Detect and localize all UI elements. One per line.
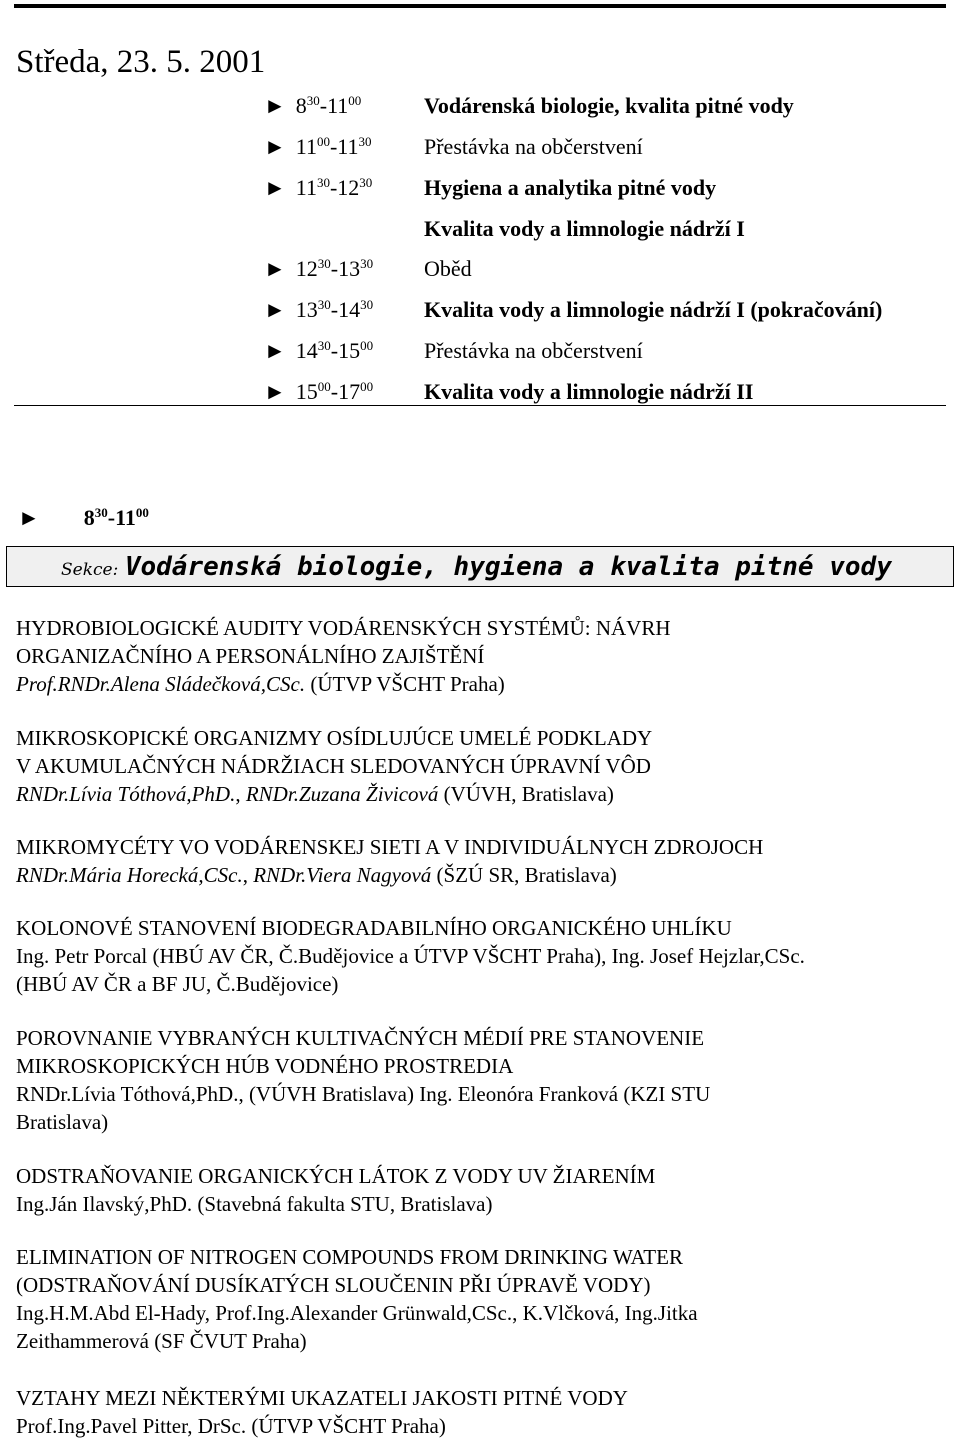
talk-item bbox=[16, 724, 946, 808]
talk-authors: Prof.RNDr.Alena Sládečková,CSc. (ÚTVP VŠCHT Praha) bbox=[16, 672, 505, 696]
schedule-title: Kvalita vody a limnologie nádrží II bbox=[424, 379, 754, 404]
talk-title: MIKROMYCÉTY VO VODÁRENSKEJ SIETI A V INDIVIDUÁLNYCH ZDROJOCH bbox=[16, 835, 764, 859]
talk-title: ODSTRAŇOVANIE ORGANICKÝCH LÁTOK Z VODY UV ŽIARENÍM bbox=[16, 1164, 656, 1188]
page-date: Středa, 23. 5. 2001 bbox=[16, 44, 266, 80]
talk-item bbox=[16, 1024, 946, 1136]
schedule-title: Přestávka na občerstvení bbox=[424, 134, 643, 159]
talk-item bbox=[16, 614, 946, 698]
schedule-row bbox=[0, 249, 960, 289]
talk-authors: RNDr.Mária Horecká,CSc., RNDr.Viera Nagyová (ŠZÚ SR, Bratislava) bbox=[16, 863, 617, 887]
talk-authors: Ing.H.M.Abd El-Hady, Prof.Ing.Alexander Grünwald,CSc., K.Vlčková, Ing.Jitka Zeithammerová (SF ČVUT Praha) bbox=[16, 1301, 698, 1353]
talk-title: VZTAHY MEZI NĚKTERÝMI UKAZATELI JAKOSTI PITNÉ VODY bbox=[16, 1386, 628, 1410]
section-time: ► $8^{30}-11^{00}$ bbox=[18, 498, 149, 538]
divider bbox=[14, 405, 946, 406]
time-range: ► $8^{30}-11^{00}$ bbox=[264, 86, 361, 126]
time-range: ► $13^{30}-14^{30}$ bbox=[264, 290, 373, 330]
play-triangle-icon: ► bbox=[264, 256, 286, 281]
talk-item bbox=[16, 1243, 946, 1355]
time-range: ► $11^{00}-11^{30}$ bbox=[264, 127, 371, 167]
schedule-title: Přestávka na občerstvení bbox=[424, 338, 643, 363]
schedule-row bbox=[0, 372, 960, 412]
play-triangle-icon: ► bbox=[264, 175, 286, 200]
section-header bbox=[6, 546, 954, 587]
talk-authors: Ing. Petr Porcal (HBÚ AV ČR, Č.Budějovice a ÚTVP VŠCHT Praha), Ing. Josef Hejzlar,CSc. (HBÚ AV ČR a BF JU, Č.Budějovice) bbox=[16, 944, 805, 996]
talk-title: ELIMINATION OF NITROGEN COMPOUNDS FROM DRINKING WATER (ODSTRAŇOVÁNÍ DUSÍKATÝCH SLOUČENIN PŘI ÚPRAVĚ VODY) bbox=[16, 1245, 683, 1297]
schedule-row-continued bbox=[0, 209, 960, 249]
talk-authors: Prof.Ing.Pavel Pitter, DrSc. (ÚTVP VŠCHT Praha) bbox=[16, 1414, 446, 1438]
schedule-row bbox=[0, 127, 960, 167]
talk-item bbox=[16, 833, 946, 889]
time-range: ► $11^{30}-12^{30}$ bbox=[264, 168, 372, 208]
time-range: ► $12^{30}-13^{30}$ bbox=[264, 249, 373, 289]
schedule-row bbox=[0, 331, 960, 371]
play-triangle-icon: ► bbox=[264, 297, 286, 322]
schedule-title: Kvalita vody a limnologie nádrží I (pokračování) bbox=[424, 297, 883, 322]
section-label: Sekce: bbox=[61, 560, 119, 580]
play-triangle-icon: ► bbox=[264, 93, 286, 118]
play-triangle-icon: ► bbox=[264, 338, 286, 363]
play-triangle-icon: ► bbox=[264, 134, 286, 159]
section-name: Vodárenská biologie, hygiena a kvalita pitné vody bbox=[124, 552, 892, 582]
talk-item bbox=[16, 914, 946, 998]
schedule-row bbox=[0, 290, 960, 330]
schedule-row bbox=[0, 86, 960, 126]
talk-title: POROVNANIE VYBRANÝCH KULTIVAČNÝCH MÉDIÍ PRE STANOVENIE MIKROSKOPICKÝCH HÚB VODNÉHO PROSTREDIA bbox=[16, 1026, 705, 1078]
talk-item bbox=[16, 1384, 946, 1440]
schedule-title: Vodárenská biologie, kvalita pitné vody bbox=[424, 93, 794, 118]
play-triangle-icon: ► bbox=[18, 505, 40, 530]
time-range: ► $15^{00}-17^{00}$ bbox=[264, 372, 373, 412]
talk-authors: Ing.Ján Ilavský,PhD. (Stavebná fakulta STU, Bratislava) bbox=[16, 1192, 493, 1216]
talk-item bbox=[16, 1162, 946, 1218]
talk-authors: RNDr.Lívia Tóthová,PhD., (VÚVH Bratislava) Ing. Eleonóra Franková (KZI STU Bratislava) bbox=[16, 1082, 711, 1134]
talk-authors: RNDr.Lívia Tóthová,PhD., RNDr.Zuzana Živicová (VÚVH, Bratislava) bbox=[16, 782, 614, 806]
schedule-title: Kvalita vody a limnologie nádrží I bbox=[424, 216, 745, 241]
talk-title: MIKROSKOPICKÉ ORGANIZMY OSÍDLUJÚCE UMELÉ PODKLADY V AKUMULAČNÝCH NÁDRŽIACH SLEDOVANÝCH ÚPRAVNÍ VÔD bbox=[16, 726, 653, 778]
schedule-title: Hygiena a analytika pitné vody bbox=[424, 175, 717, 200]
play-triangle-icon: ► bbox=[264, 379, 286, 404]
top-rule bbox=[14, 4, 946, 8]
time-range: ► $14^{30}-15^{00}$ bbox=[264, 331, 373, 371]
schedule-title: Oběd bbox=[424, 256, 472, 281]
talk-title: HYDROBIOLOGICKÉ AUDITY VODÁRENSKÝCH SYSTÉMŮ: NÁVRH ORGANIZAČNÍHO A PERSONÁLNÍHO ZAJIŠTĚNÍ bbox=[16, 616, 671, 668]
schedule-row bbox=[0, 168, 960, 208]
talk-title: KOLONOVÉ STANOVENÍ BIODEGRADABILNÍHO ORGANICKÉHO UHLÍKU bbox=[16, 916, 732, 940]
